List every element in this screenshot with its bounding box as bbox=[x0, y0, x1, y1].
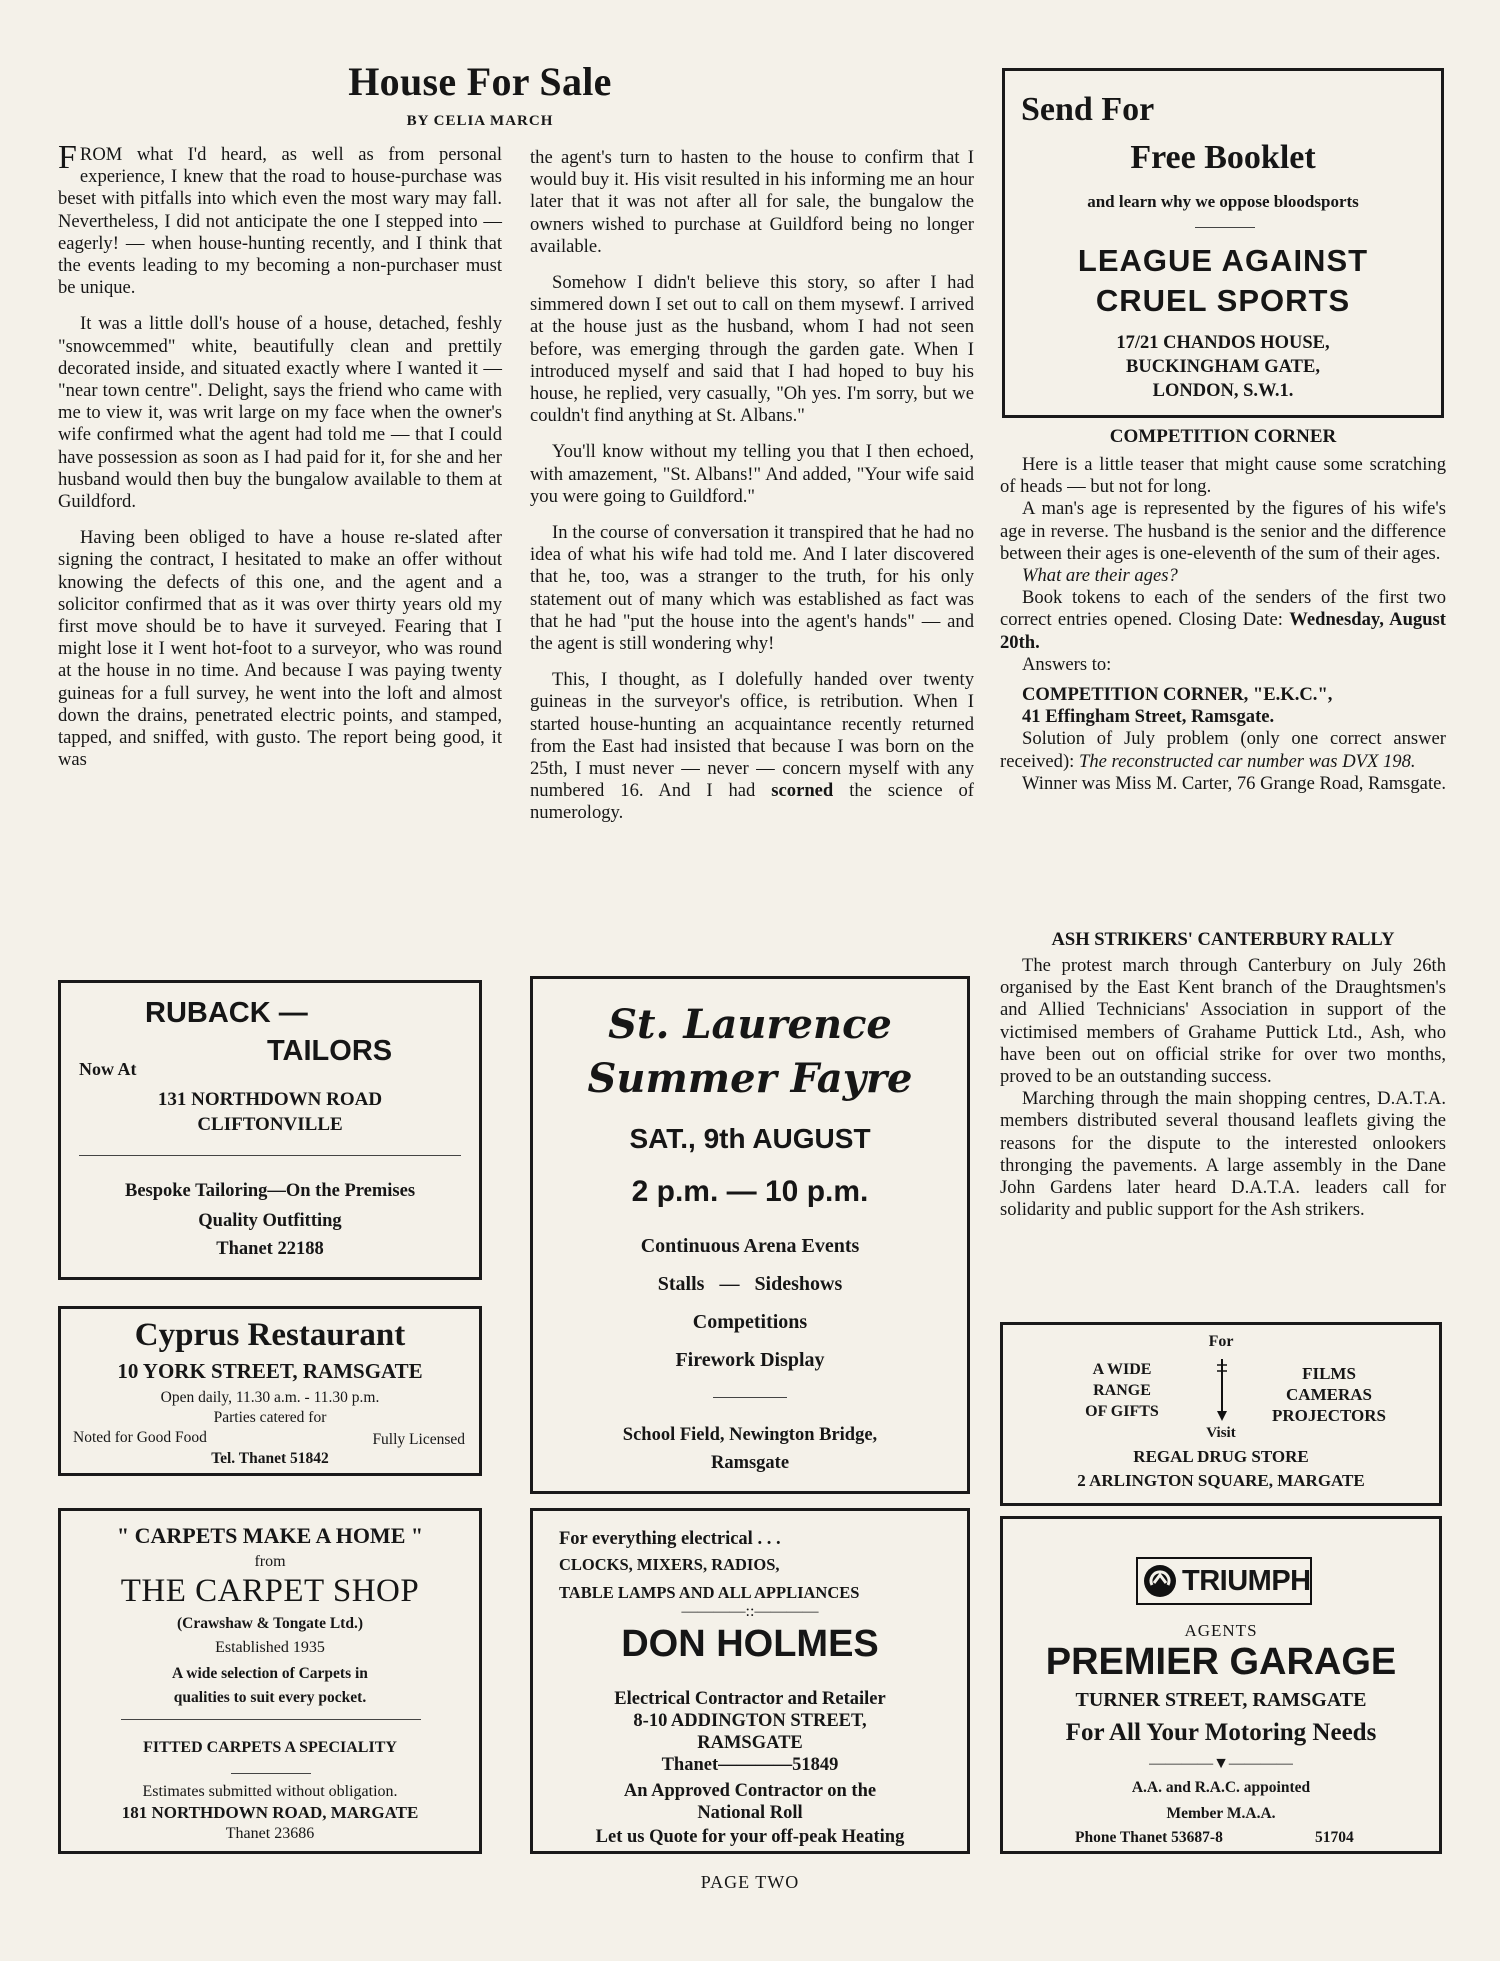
emphasis-scorned: scorned bbox=[771, 780, 834, 802]
league-free-booklet: Free Booklet bbox=[1130, 139, 1316, 176]
regal-drug-store-ad bbox=[1000, 1322, 1442, 1506]
competition-answers-to: Answers to: bbox=[1022, 653, 1112, 675]
competition-corner bbox=[1000, 426, 1446, 795]
regal-name: REGAL DRUG STORE bbox=[1133, 1447, 1309, 1466]
rally-heading: ASH STRIKERS' CANTERBURY RALLY bbox=[1051, 930, 1395, 950]
carpet-company: (Crawshaw & Tongate Ltd.) bbox=[176, 1615, 363, 1632]
article-paragraph: This, I thought, as I dolefully handed over twenty guineas in the surveyor's office, is retribution. When I started house-hunting an acquaintance recently returned from the East had insisted that because I was born on the 25th, I must never — never — concern myself with any numbered 16. And I had scorned the science of numerology. bbox=[530, 669, 974, 824]
article-paragraph: the agent's turn to hasten to the house to confirm that I would buy it. His visit resulted in his informing me an hour later that it was not after all for sale, the bungalow the owners wished to purchase at Guildford being no longer available. bbox=[530, 147, 974, 257]
cyprus-food: Noted for Good Food bbox=[73, 1429, 207, 1446]
garage-agents: AGENTS bbox=[1184, 1621, 1258, 1640]
ruback-address: CLIFTONVILLE bbox=[197, 1114, 343, 1135]
garage-phone: Phone Thanet 53687-8 bbox=[1075, 1829, 1223, 1846]
leyland-icon bbox=[1142, 1563, 1178, 1599]
holmes-line: TABLE LAMPS AND ALL APPLIANCES bbox=[559, 1583, 860, 1602]
regal-left: A WIDE RANGE OF GIFTS bbox=[1085, 1361, 1159, 1420]
carpet-phone: Thanet 23686 bbox=[225, 1825, 315, 1842]
premier-garage-ad bbox=[1000, 1516, 1442, 1854]
carpet-from: from bbox=[254, 1553, 286, 1570]
holmes-role: Electrical Contractor and Retailer bbox=[614, 1689, 886, 1709]
regal-right: FILMS CAMERAS PROJECTORS bbox=[1272, 1364, 1386, 1425]
holmes-phone: Thanet————51849 bbox=[661, 1755, 839, 1775]
carpet-fitted: FITTED CARPETS A SPECIALITY bbox=[143, 1739, 397, 1756]
holmes-address: RAMSGATE bbox=[697, 1733, 803, 1753]
holmes-line: CLOCKS, MIXERS, RADIOS, bbox=[559, 1555, 780, 1574]
fayre-item: Firework Display bbox=[675, 1349, 825, 1371]
competition-address: COMPETITION CORNER, "E.K.C.", bbox=[1022, 684, 1333, 706]
article-paragraph: In the course of conversation it transpired that he had no idea of what his wife had told me. And I later discovered that he, too, was a stranger to the truth, for his only statement out of many which was established as fact was that he had "put the house into the agent's hands" — and the agent is still wondering why! bbox=[530, 522, 974, 655]
carpet-selection: A wide selection of Carpets in bbox=[172, 1665, 368, 1682]
don-holmes-ad bbox=[530, 1508, 970, 1854]
competition-solution: Solution of July problem (only one correct answer received): The reconstructed car number was DVX 198. bbox=[1000, 728, 1446, 772]
divider bbox=[713, 1397, 787, 1398]
cyprus-address: 10 YORK STREET, RAMSGATE bbox=[117, 1359, 423, 1383]
triumph-brand: TRIUMPH bbox=[1182, 1565, 1311, 1597]
ruback-tailors: TAILORS bbox=[267, 1035, 393, 1067]
garage-address: TURNER STREET, RAMSGATE bbox=[1075, 1689, 1367, 1711]
league-name-1: LEAGUE AGAINST bbox=[1077, 243, 1369, 278]
league-address: BUCKINGHAM GATE, bbox=[1126, 357, 1320, 377]
carpet-address: 181 NORTHDOWN ROAD, MARGATE bbox=[121, 1803, 419, 1822]
drop-cap: F bbox=[58, 139, 77, 176]
carpet-estimates: Estimates submitted without obligation. bbox=[142, 1783, 398, 1800]
ruback-phone: Thanet 22188 bbox=[216, 1239, 324, 1259]
article-title: House For Sale bbox=[348, 59, 612, 104]
ruback-line: Quality Outfitting bbox=[198, 1211, 342, 1231]
competition-heading: COMPETITION CORNER bbox=[1109, 426, 1337, 447]
rally-paragraph: The protest march through Canterbury on July 26th organised by the East Kent branch of the Draughtsmen's and Allied Technicians' Association in support of the victimised members of Grahame Puttick Ltd., Ash, who have been out on official strike for over two months, proved to be an outstanding success. bbox=[1000, 955, 1446, 1088]
holmes-approved: National Roll bbox=[697, 1803, 803, 1823]
competition-winner: Winner was Miss M. Carter, 76 Grange Road, Ramsgate. bbox=[1022, 772, 1447, 794]
fayre-venue: Ramsgate bbox=[710, 1453, 790, 1473]
competition-paragraph: Here is a little teaser that might cause some scratching of heads — but not for long. bbox=[1000, 454, 1446, 498]
ruback-now-at: Now At bbox=[79, 1059, 137, 1079]
fayre-item: Continuous Arena Events bbox=[640, 1235, 860, 1257]
ash-strikers-rally bbox=[1000, 930, 1446, 1221]
holmes-address: 8-10 ADDINGTON STREET, bbox=[633, 1711, 867, 1731]
article-paragraph: It was a little doll's house of a house, detached, feshly "snowcemmed" white, beautifully clean and prettily decorated inside, and situated exactly where I wanted it — "near town centre". Delight, says the friend who came with me to view it, was writ large on my face when the owner's wife confirmed what the agent had told me — that I could have possession as soon as I had paid for it, for she and her husband would then buy the bungalow available to them at Guildford. bbox=[58, 313, 502, 513]
divider: ————::———— bbox=[681, 1603, 819, 1620]
article-paragraph: You'll know without my telling you that I then echoed, with amazement, "St. Albans!" And added, "Your wife said you were going to Guildford." bbox=[530, 441, 974, 507]
cyprus-restaurant-ad bbox=[58, 1306, 482, 1476]
divider: ————▼———— bbox=[1149, 1755, 1293, 1772]
fayre-time: 2 p.m. — 10 p.m. bbox=[631, 1175, 869, 1208]
carpet-slogan: " CARPETS MAKE A HOME " bbox=[116, 1523, 424, 1548]
carpet-established: Established 1935 bbox=[215, 1639, 325, 1656]
garage-member: Member M.A.A. bbox=[1166, 1805, 1276, 1822]
regal-visit: Visit bbox=[1206, 1425, 1236, 1441]
carpet-shop-name: THE CARPET SHOP bbox=[120, 1573, 420, 1609]
regal-address: 2 ARLINGTON SQUARE, MARGATE bbox=[1077, 1471, 1365, 1490]
garage-appointed: A.A. and R.A.C. appointed bbox=[1131, 1779, 1311, 1796]
holmes-name: DON HOLMES bbox=[621, 1623, 879, 1665]
article-byline: BY CELIA MARCH bbox=[406, 113, 554, 129]
garage-phone-2: 51704 bbox=[1315, 1829, 1354, 1846]
regal-for: For bbox=[1208, 1333, 1234, 1350]
ruback-address: 131 NORTHDOWN ROAD bbox=[157, 1089, 383, 1110]
garage-slogan: For All Your Motoring Needs bbox=[1065, 1719, 1377, 1746]
fayre-title: Summer Fayre bbox=[587, 1055, 913, 1102]
holmes-approved: An Approved Contractor on the bbox=[623, 1781, 877, 1801]
competition-question: What are their ages? bbox=[1022, 565, 1178, 587]
cyprus-name: Cyprus Restaurant bbox=[134, 1317, 406, 1353]
cyprus-parties: Parties catered for bbox=[213, 1409, 327, 1426]
article-paragraph: Having been obliged to have a house re-slated after signing the contract, I hesitated to make an offer without knowing the defects of this one, and the agent and a solicitor confirmed that as it was over thirty years old my first move should be to have it surveyed. Fearing that I might lose it I went hot-foot to a surveyor, who was round at the house in no time. And because I was paying twenty guineas for a full survey, he went into the loft and almost down the drains, penetrated electric points, and stamped, tapped, and sniffed, with gusto. The report being good, it was bbox=[58, 527, 502, 771]
league-send-for: Send For bbox=[1021, 91, 1155, 128]
holmes-quote: Let us Quote for your off-peak Heating bbox=[595, 1827, 905, 1847]
divider bbox=[79, 1155, 461, 1156]
holmes-line: For everything electrical . . . bbox=[559, 1529, 781, 1549]
fayre-item: Competitions bbox=[692, 1311, 808, 1333]
carpet-selection: qualities to suit every pocket. bbox=[173, 1689, 367, 1706]
ruback-line: Bespoke Tailoring—On the Premises bbox=[124, 1181, 416, 1201]
carpet-shop-ad bbox=[58, 1508, 482, 1854]
divider bbox=[121, 1719, 421, 1720]
league-against-cruel-sports-ad bbox=[1002, 68, 1444, 418]
divider bbox=[1195, 227, 1255, 228]
league-name-2: CRUEL SPORTS bbox=[1095, 283, 1351, 318]
competition-address: 41 Effingham Street, Ramsgate. bbox=[1022, 706, 1275, 728]
arrow-down-icon bbox=[1214, 1359, 1230, 1423]
article-paragraph: Somehow I didn't believe this story, so after I had simmered down I set out to call on them mysewf. I arrived at the house just as the husband, whom I had not seen before, was emerging through the garden gate. When I introduced myself and said that I had hoped to buy his house, he replied, very casually, "Oh yes. I'm sorry, but we couldn't find anything at St. Albans." bbox=[530, 272, 974, 427]
ruback-name: RUBACK — bbox=[145, 997, 308, 1029]
cyprus-phone: Tel. Thanet 51842 bbox=[211, 1450, 329, 1467]
ruback-tailors-ad bbox=[58, 980, 482, 1280]
triumph-logo bbox=[1136, 1557, 1312, 1605]
fayre-date: SAT., 9th AUGUST bbox=[629, 1123, 871, 1154]
fayre-title: St. Laurence bbox=[608, 1001, 892, 1048]
article-column-2 bbox=[530, 147, 974, 839]
league-tagline: and learn why we oppose bloodsports bbox=[1087, 192, 1359, 211]
cyprus-licensed: Fully Licensed bbox=[372, 1431, 465, 1448]
cyprus-hours: Open daily, 11.30 a.m. - 11.30 p.m. bbox=[160, 1389, 380, 1406]
fayre-venue: School Field, Newington Bridge, bbox=[622, 1425, 878, 1445]
competition-paragraph: A man's age is represented by the figures of his wife's age in reverse. The husband is the senior and the difference between their ages is one-eleventh of the sum of their ages. bbox=[1000, 498, 1446, 564]
league-address: LONDON, S.W.1. bbox=[1152, 381, 1294, 401]
divider bbox=[231, 1773, 311, 1774]
article-column-1 bbox=[58, 139, 502, 785]
page-number: PAGE TWO bbox=[700, 1872, 800, 1892]
summer-fayre-ad bbox=[530, 976, 970, 1494]
article-paragraph: FROM what I'd heard, as well as from personal experience, I knew that the road to house-purchase was beset with pitfalls into which even the most wary may fall. Nevertheless, I did not anticipate the one I stepped into — eagerly! — when house-hunting recently, and I think that the events leading to my becoming a non-purchaser must be unique. bbox=[58, 139, 502, 299]
league-address: 17/21 CHANDOS HOUSE, bbox=[1116, 333, 1330, 353]
garage-name: PREMIER GARAGE bbox=[1045, 1641, 1397, 1683]
fayre-item: Stalls — Sideshows bbox=[657, 1273, 843, 1295]
rally-paragraph: Marching through the main shopping centres, D.A.T.A. members distributed several thousand leaflets giving the reasons for the dispute to the interested onlookers thronging the pavements. A large assembly in the Dane John Gardens later heard D.A.T.A. leaders call for solidarity and public support for the Ash strikers. bbox=[1000, 1088, 1446, 1221]
competition-paragraph: Book tokens to each of the senders of the first two correct entries opened. Closing Date: Wednesday, August 20th. bbox=[1000, 587, 1446, 653]
